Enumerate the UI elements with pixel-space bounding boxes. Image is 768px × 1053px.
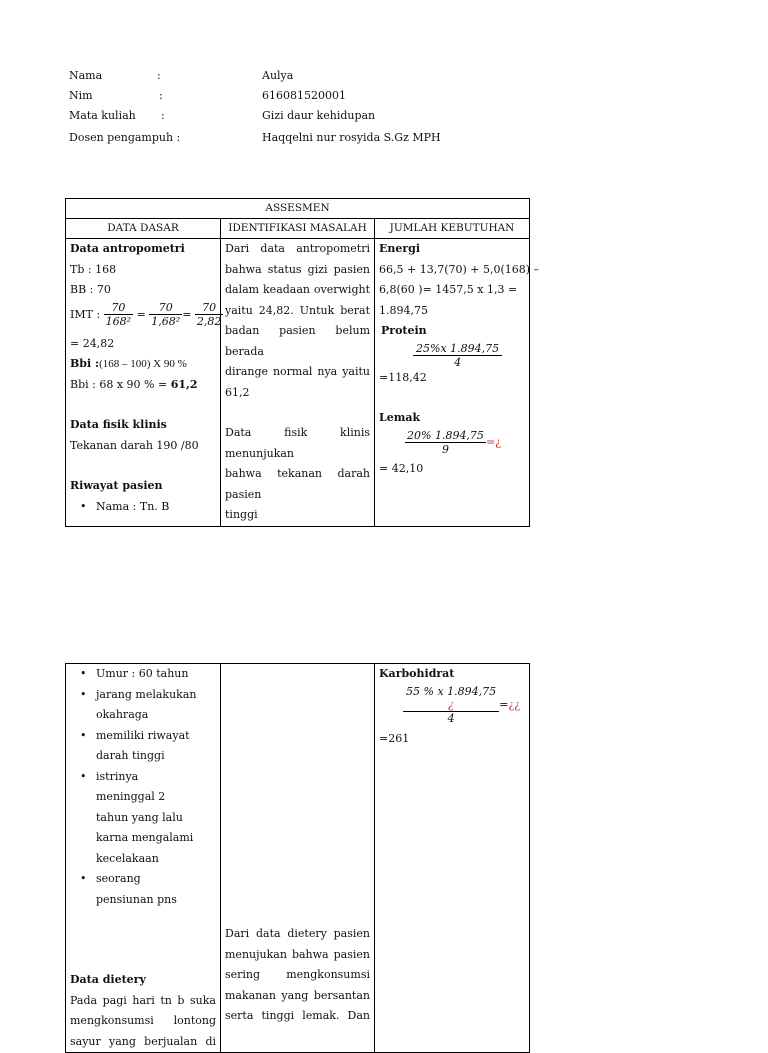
karbohidrat-formula xyxy=(379,685,525,729)
lemak-fraction xyxy=(405,429,486,456)
list-item: • jarang melakukan okahraga xyxy=(96,685,200,726)
spacer xyxy=(379,388,525,408)
text-line: 61,2 xyxy=(225,385,250,399)
fraction-denominator: 1,68² xyxy=(151,315,181,328)
fraction-denominator: 4 xyxy=(447,711,455,725)
bbi-label: Bbi : xyxy=(70,357,100,370)
fisik-klinis-heading: Data fisik klinis xyxy=(70,418,167,431)
text-line: bahwa tekanan darah pasien xyxy=(225,467,370,501)
antropometri-heading: Data antropometri xyxy=(70,242,185,255)
text-line: Data fisik klinis menunjukan xyxy=(225,426,370,460)
dietery-heading: Data dietery xyxy=(70,973,146,986)
imt-label: IMT : xyxy=(70,307,101,321)
energi-line-2: 6,8(60 )= 1457,5 x 1,3 = xyxy=(379,283,518,296)
text-line: yaitu 24,82. Untuk berat xyxy=(225,303,370,317)
column-header-identifikasi: IDENTIFIKASI MASALAH xyxy=(221,219,375,239)
spacer xyxy=(70,395,216,415)
energi-line-3: 1.894,75 xyxy=(379,303,428,317)
imt-fraction-3 xyxy=(195,301,224,328)
header-label: Mata kuliah xyxy=(69,109,136,122)
text-line: serta tinggi lemak. Dan xyxy=(225,1009,370,1022)
karbohidrat-heading: Karbohidrat xyxy=(379,667,455,680)
fraction-numerator: 25%x 1.894,75 xyxy=(413,342,502,356)
protein-result: =118,42 xyxy=(379,370,427,384)
kebutuhan-cell xyxy=(375,239,540,527)
fraction-denominator: 4 xyxy=(454,355,462,369)
karbohidrat-fraction xyxy=(403,685,499,725)
text-line: Dari data dietery pasien xyxy=(225,927,370,940)
list-item: • memiliki riwayat darah tinggi xyxy=(96,726,200,767)
karbo-percent: 55 % xyxy=(406,684,438,698)
table-title: ASSESMEN xyxy=(66,199,530,219)
bb-line: BB : 70 xyxy=(70,283,111,296)
fraction-numerator: 70 xyxy=(195,301,224,315)
fraction-numerator: 70 xyxy=(149,301,182,315)
fraction-numerator: 70 xyxy=(104,301,133,315)
fraction-numerator-top xyxy=(403,685,499,698)
fraction-denominator: 2,82 xyxy=(196,315,222,328)
list-item: • Umur : 60 tahun xyxy=(96,664,200,685)
text-line: tinggi xyxy=(225,508,258,521)
header-value: Gizi daur kehidupan xyxy=(262,109,376,122)
karbohidrat-result: =261 xyxy=(379,731,410,745)
column-header-kebutuhan: JUMLAH KEBUTUHAN xyxy=(375,219,530,239)
spacer xyxy=(70,456,216,476)
fraction-denominator: 9 xyxy=(441,442,449,456)
list-item: • seorang pensiunan pns xyxy=(96,869,200,910)
header-value: Haqqelni nur rosyida S.Gz MPH xyxy=(262,131,441,144)
header-value: 616081520001 xyxy=(262,89,346,102)
protein-heading: Protein xyxy=(381,324,427,337)
data-dasar-cell xyxy=(66,239,221,527)
text-line: sering mengkonsumsi xyxy=(225,968,370,981)
text-line: mengkonsumsi lontong xyxy=(70,1014,216,1027)
equals-sign: = xyxy=(136,307,146,321)
identifikasi-cell xyxy=(221,239,375,527)
lemak-heading: Lemak xyxy=(379,411,421,424)
tb-line: Tb : 168 xyxy=(70,262,117,276)
text-line: menujukan bahwa pasien xyxy=(225,947,370,961)
text-line: badan pasien belum berada xyxy=(225,324,370,358)
bbi-line-1 xyxy=(70,354,216,375)
identifikasi-cell-continued xyxy=(221,664,375,1053)
imt-fraction-2 xyxy=(149,301,182,328)
bbi-calc: Bbi : 68 x 90 % = xyxy=(70,377,171,391)
text-line: Dari data antropometri xyxy=(225,242,370,255)
text-line: makanan yang bersantan xyxy=(225,988,370,1002)
imt-formula xyxy=(70,301,222,334)
tekanan-darah-line: Tekanan darah 190 /80 xyxy=(70,438,199,452)
imt-result: = 24,82 xyxy=(70,336,115,350)
header-label: Nama xyxy=(69,69,103,82)
continuation-table xyxy=(65,663,530,1053)
protein-fraction xyxy=(413,342,502,369)
lemak-formula xyxy=(379,429,525,459)
header-colon: : xyxy=(161,109,165,122)
karbo-error-mark: ¿¿ xyxy=(508,697,521,711)
riwayat-list-continued xyxy=(70,664,200,910)
spacer xyxy=(70,910,216,970)
text-line: Pada pagi hari tn b suka xyxy=(70,993,216,1007)
spacer xyxy=(225,403,370,423)
data-dasar-cell-continued xyxy=(66,664,221,1053)
bbi-line-2 xyxy=(70,375,216,396)
karbo-value: x 1.894,75 xyxy=(437,684,497,698)
assessment-table xyxy=(65,198,540,527)
kebutuhan-cell-continued xyxy=(375,664,530,1053)
header-label: Nim xyxy=(69,89,93,102)
bbi-result: 61,2 xyxy=(170,377,198,391)
energi-heading: Energi xyxy=(379,242,421,255)
text-line: bahwa status gizi pasien xyxy=(225,262,370,276)
fraction-numerator: 20% 1.894,75 xyxy=(407,428,484,442)
lemak-result: = 42,10 xyxy=(379,461,424,475)
column-header-data-dasar: DATA DASAR xyxy=(66,219,221,239)
text-line: dalam keadaan overwight xyxy=(225,283,370,296)
imt-fraction-1 xyxy=(104,301,133,328)
fraction-denominator: 168² xyxy=(105,315,132,328)
list-item: • istrinya meninggal 2 tahun yang lalu karna mengalami kecelakaan xyxy=(96,767,200,870)
spacer xyxy=(225,664,370,924)
riwayat-list xyxy=(70,497,216,518)
bbi-formula: (168 – 100) X 90 % xyxy=(99,358,187,370)
header-value: Aulya xyxy=(262,69,294,82)
header-label: Dosen pengampuh : xyxy=(69,131,181,144)
header-colon: : xyxy=(157,69,161,82)
equals-sign: = xyxy=(499,697,509,711)
list-item: • Nama : Tn. B xyxy=(96,497,216,518)
energi-line-1: 66,5 + 13,7(70) + 5,0(168) – xyxy=(379,262,540,276)
protein-formula xyxy=(379,342,525,368)
header-colon: : xyxy=(159,89,163,102)
lemak-error-mark: =¿ xyxy=(485,435,502,448)
fraction-numerator-mark: ¿ xyxy=(403,698,499,712)
riwayat-heading: Riwayat pasien xyxy=(70,479,163,492)
text-line: dirange normal nya yaitu xyxy=(225,365,370,378)
equals-sign: = xyxy=(182,307,192,321)
text-line: sayur yang berjualan di xyxy=(70,1034,216,1048)
